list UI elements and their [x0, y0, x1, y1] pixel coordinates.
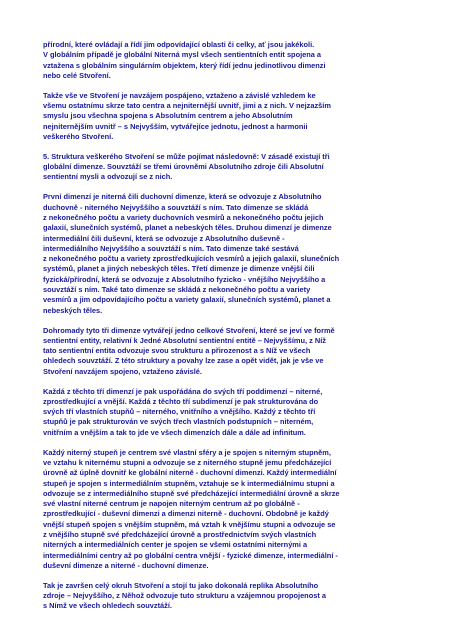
- paragraph-one-creation: Dohromady tyto tři dimenze vytvářejí jedno celkové Stvoření, které se jeví ve formě sentientní entity, relativní k Jedné Absolutní sentientní entitě – Nejvyššímu, z Níž tato sentientní entita odvozuje svou strukturu a přirozenost a s Níž ve všech ohledech souvztáží. Z této struktury a povahy lze zase a opět vidět, jak je vše ve Stvoření navzájem spojeno, vztaženo závislé.: [43, 325, 335, 376]
- paragraph-structure-heading: 5. Struktura veškerého Stvoření se může pojímat následovně: V zásadě existují tři globální dimenze. Souvztáží se třemi úrovněmi Absolutního zdroje čili Absolutní sentientní mysli a odvozují se z nich.: [43, 151, 330, 182]
- paragraph-subdimensions: Každá z těchto tří dimenzí je pak uspořádána do svých tří poddimenzí – niterné, zprostředkující a vnější. Každá z těchto tří subdimenzí je pak strukturována do svých tří vlastních stupňů – niterného, vnitřního a vnějšího. Každý z těchto tří stupňů je pak strukturován ve svých třech vlastních podstupních – niterném, vnitřním a vnějším a tak to jde ve všech dimenzích dále a dále ad infinitum.: [43, 386, 323, 437]
- paragraph-three-dimensions: První dimenzí je niterná čili duchovní dimenze, která se odvozuje z Absolutního duchovně - niterného Nejvyššího a souvztáží s ním. Tato dimenze se skládá z nekonečného počtu a variety duchovních vesmírů a nekonečného počtu jejich galaxií, slunečních systémů, planet a nebeských těles. Druhou dimenzí je dimenze intermediální čili duševní, která se odvozuje z Absolutního duševně - intermediálního Nejvyššího a souvztáží s ním. Tato dimenze také sestává z nekonečného počtu a variety zprostředkujících vesmírů a jejich galaxií, slunečních systémů, planet a jiných nebeských těles. Třetí dimenze je dimenze vnější čili fyzická/přírodní, která se odvozuje z Absolutního fyzicko - vnějšího Nejvyššího a souvztáží s ním. Také tato dimenze se skládá z nekonečného počtu a variety vesmírů a jim odpovídajícího počtu a variety galaxií, slunečních systémů, planet a nebeských těles.: [43, 192, 340, 315]
- paragraph-interconnection: Takže vše ve Stvoření je navzájem pospájeno, vztaženo a závislé vzhledem ke všemu ostatnímu skrze tato centra a nejniternější uvnitř, jimi a z nich. V nejzazším smyslu jsou všechna spojena s Absolutním centrem a jeho Absolutním nejniternějším uvnitř – s Nejvyšším, vytvářejíce jednotu, jednost a harmonii veškerého Stvoření.: [43, 90, 331, 141]
- paragraph-intro-continuation: přírodní, které ovládají a řídí jim odpovídající oblasti či celky, ať jsou jakékoli. V globálním případě je globální Niterná mysl všech sentientních entit spojena a vztažena s globálním singulárním objektem, který řídí jednu jedinotlivou dimenzi nebo celé Stvoření.: [43, 40, 326, 80]
- paragraph-degrees: Každý niterný stupeň je centrem své vlastní sféry a je spojen s niterným stupněm, ve vztahu k niternému stupni a odvozuje se z niterného stupně jemu předcházející úrovně až úplně dovnitř ke globální niterně - duchovní dimenzi. Každý intermediální stupeň je spojen s intermediálním stupněm, vztahuje se k intermediálnímu stupni a odvozuje se z intermediálního stupně své předcházející intermediální úrovně a skrze své vlastní niterné centrum je napojen niterným centrum až po globálně - zprostředkující - duševní dimenzi a dimenzi niterně - duchovní. Obdobně je každý vnější stupeň spojen s vnějším stupněm, má vztah k vnějšímu stupni a odvozuje se z vnějšího stupně své předcházející úrovně a prostřednictvím svých vlastních niterných a intermediálních center je spojen se všemi ostatními niternými a intermediálními centry až po globální centra vnější - fyzické dimenze, intermediální - duševní dimenze a niterné - duchovní dimenze.: [43, 447, 340, 570]
- document-body: [43, 40, 415, 621]
- paragraph-conclusion: Tak je završen celý okruh Stvoření a stojí tu jako dokonalá replika Absolutního zdroje – Nejvyššího, z Něhož odvozuje tuto strukturu a vzájemnou propojenost a s Nímž ve všech ohledech souvztáží.: [43, 580, 326, 611]
